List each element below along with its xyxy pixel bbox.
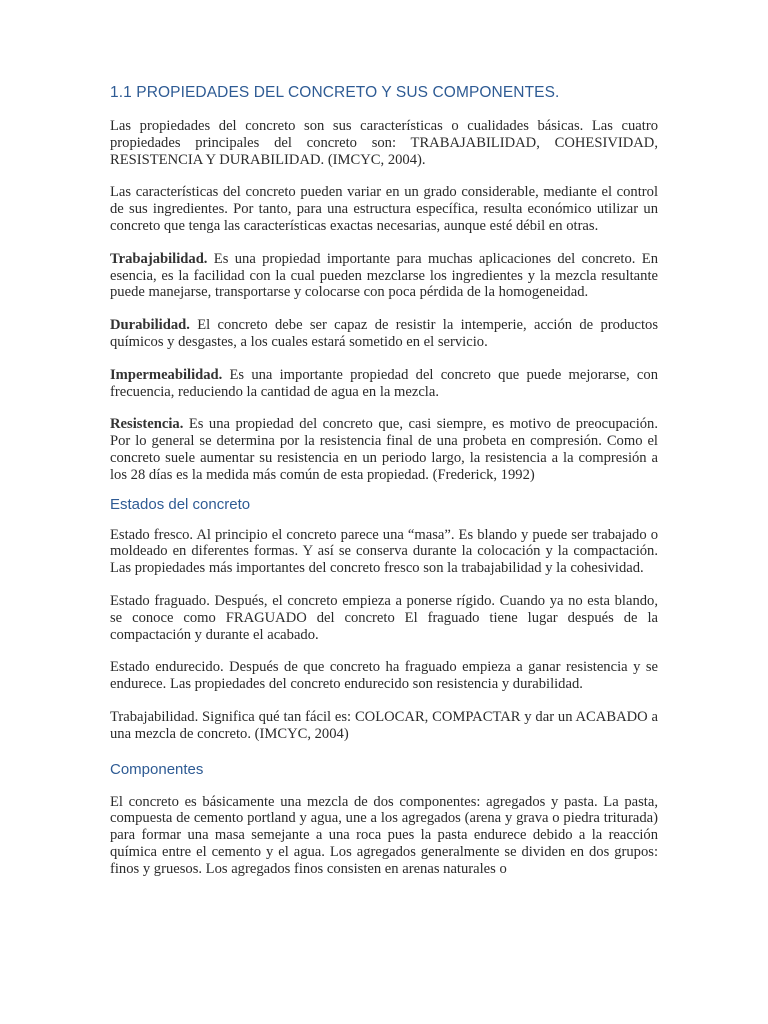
property-term: Durabilidad. bbox=[110, 317, 190, 334]
intro-paragraph-2: Las características del concreto pueden variar en un grado considerable, mediante el control de sus ingredientes. Por tanto, para una estructura específica, resulta económico utilizar un concreto que tenga las características exactas necesarias, aunque esté débil en otras. bbox=[110, 184, 658, 234]
property-text: Es una propiedad del concreto que, casi siempre, es motivo de preocupación. Por lo general se determina por la resistencia final de una probeta en compresión. Como el concreto suele aumentar su resistencia en un periodo largo, la resistencia a la compresión a los 28 días es la medida más común de esta propiedad. (Frederick, 1992) bbox=[110, 416, 658, 483]
estados-paragraph-4: Trabajabilidad. Significa qué tan fácil es: COLOCAR, COMPACTAR y dar un ACABADO a una mezcla de concreto. (IMCYC, 2004) bbox=[110, 708, 658, 742]
section-heading: 1.1 PROPIEDADES DEL CONCRETO Y SUS COMPONENTES. bbox=[110, 84, 560, 101]
intro-paragraph-1: Las propiedades del concreto son sus características o cualidades básicas. Las cuatro propiedades principales del concreto son: TRABAJABILIDAD, COHESIVIDAD, RESISTENCIA Y DURABILIDAD. (IMCYC, 2004). bbox=[110, 118, 658, 168]
document-body bbox=[110, 84, 658, 894]
property-text: El concreto debe ser capaz de resistir la intemperie, acción de productos químicos y desgastes, a los cuales estará sometido en el servicio. bbox=[110, 317, 658, 350]
property-durabilidad bbox=[110, 317, 658, 351]
componentes-paragraph-1: El concreto es básicamente una mezcla de dos componentes: agregados y pasta. La pasta, compuesta de cemento portland y agua, une a los agregados (arena y grava o piedra triturada) para formar una masa semejante a una roca pues la pasta endurece debido a la reacción química entre el cemento y el agua. Los agregados generalmente se dividen en dos grupos: finos y gruesos. Los agregados finos consisten en arenas naturales o bbox=[110, 793, 658, 877]
property-term: Impermeabilidad. bbox=[110, 366, 223, 383]
property-resistencia bbox=[110, 416, 658, 483]
property-text: Es una importante propiedad del concreto que puede mejorarse, con frecuencia, reduciendo la cantidad de agua en la mezcla. bbox=[110, 366, 658, 400]
estados-paragraph-2: Estado fraguado. Después, el concreto empieza a ponerse rígido. Cuando ya no esta blando, se conoce como FRAGUADO del concreto El fraguado tiene lugar después de la compactación y durante el acabado. bbox=[110, 592, 658, 643]
estados-paragraph-3: Estado endurecido. Después de que concreto ha fraguado empieza a ganar resistencia y se endurece. Las propiedades del concreto endurecido son resistencia y durabilidad. bbox=[110, 659, 658, 693]
property-term: Trabajabilidad. bbox=[110, 250, 208, 267]
componentes-heading: Componentes bbox=[110, 760, 204, 778]
property-term: Resistencia. bbox=[110, 416, 184, 433]
estados-heading: Estados del concreto bbox=[110, 495, 251, 513]
property-impermeabilidad bbox=[110, 367, 658, 401]
property-trabajabilidad bbox=[110, 251, 658, 301]
property-text: Es una propiedad importante para muchas aplicaciones del concreto. En esencia, es la facilidad con la cual pueden mezclarse los ingredientes y la mezcla resultante puede manejarse, transportarse y colocarse con poca pérdida de la homogeneidad. bbox=[110, 250, 658, 301]
estados-paragraph-1: Estado fresco. Al principio el concreto parece una “masa”. Es blando y puede ser trabajado o moldeado en diferentes formas. Y así se conserva durante la colocación y la compactación. Las propiedades más importantes del concreto fresco son la trabajabilidad y la cohesividad. bbox=[110, 526, 658, 577]
